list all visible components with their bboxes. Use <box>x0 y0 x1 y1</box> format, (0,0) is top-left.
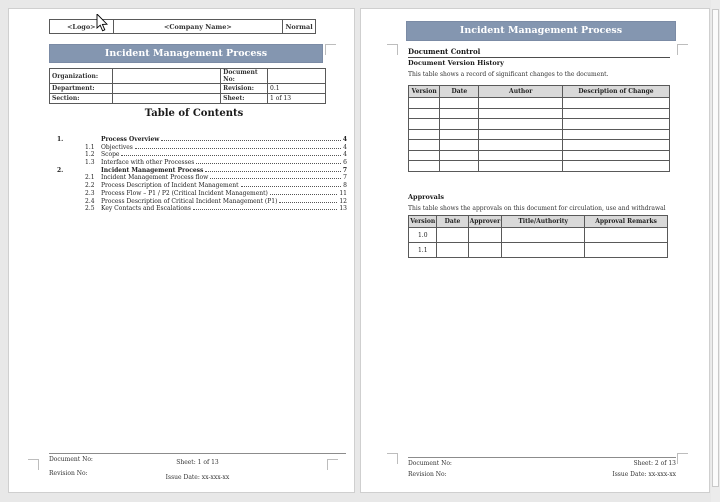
logo-company-header-table <box>49 19 316 34</box>
toc-entry[interactable] <box>49 151 347 159</box>
toc-entry-label: Process Description of Incident Management <box>101 182 239 190</box>
footer-issue-date: Issue Date: xx-xxx-xx <box>165 474 230 481</box>
toc-entry-label: Process Description of Critical Incident Management (P1) <box>101 197 278 205</box>
info-value[interactable] <box>113 94 221 104</box>
vertical-scrollbar-track[interactable] <box>711 0 720 502</box>
table-cell[interactable] <box>440 129 479 140</box>
table-cell[interactable] <box>562 150 669 161</box>
table-cell[interactable] <box>585 228 668 243</box>
section-title-document-control: Document Control <box>408 47 670 58</box>
toc-entry[interactable] <box>49 144 347 152</box>
footer-revision-no: Revision No: <box>408 471 447 478</box>
table-cell[interactable] <box>440 108 479 119</box>
table-cell[interactable] <box>562 129 669 140</box>
toc-entry-page-number: 7 <box>343 174 347 182</box>
text-boundary-mark <box>325 44 336 55</box>
toc-entry-page-number: 13 <box>339 205 347 213</box>
version-history-table[interactable] <box>408 85 670 172</box>
table-cell[interactable] <box>468 243 502 258</box>
table-row <box>409 129 670 140</box>
table-cell[interactable] <box>479 140 563 151</box>
table-row <box>409 243 668 258</box>
info-label: Sheet: <box>221 94 268 104</box>
column-header: Date <box>437 216 468 228</box>
table-cell[interactable] <box>562 98 669 109</box>
toc-leader-dots <box>161 136 340 141</box>
table-cell[interactable] <box>562 108 669 119</box>
version-history-table-head <box>409 86 670 98</box>
info-value[interactable] <box>113 69 221 84</box>
toc-entry-body <box>101 136 347 143</box>
toc-entry-number: 2.3 <box>85 189 95 197</box>
toc-entry-label: Key Contacts and Escalations <box>101 205 191 213</box>
toc-entry[interactable] <box>49 205 347 213</box>
table-cell[interactable] <box>409 140 440 151</box>
toc-entry-page-number: 11 <box>339 189 347 197</box>
table-cell[interactable] <box>440 98 479 109</box>
column-header: Approver <box>468 216 502 228</box>
info-value[interactable]: 1 of 13 <box>268 94 326 104</box>
column-header: Approval Remarks <box>585 216 668 228</box>
toc-entry-page-number: 8 <box>343 182 347 190</box>
toc-entry-body <box>101 159 347 166</box>
table-cell[interactable] <box>502 243 585 258</box>
table-cell[interactable] <box>409 108 440 119</box>
toc-entry[interactable] <box>49 198 347 206</box>
table-row <box>409 140 670 151</box>
table-row <box>409 161 670 172</box>
table-cell[interactable] <box>437 228 468 243</box>
toc-leader-dots <box>270 190 337 195</box>
document-page-1[interactable] <box>8 8 355 493</box>
toc-entry[interactable] <box>49 136 347 144</box>
toc-entry-label: Process Overview <box>101 136 160 143</box>
text-boundary-mark <box>327 459 338 470</box>
table-cell[interactable]: 1.1 <box>409 243 437 258</box>
footer-sheet: Sheet: 2 of 13 <box>633 460 676 467</box>
version-history-heading: Document Version History <box>408 59 504 67</box>
toc-leader-dots <box>205 167 340 172</box>
footer-document-no: Document No: <box>408 460 452 467</box>
vertical-scrollbar-thumb[interactable] <box>712 9 719 487</box>
table-row <box>409 108 670 119</box>
document-title-banner: Incident Management Process <box>406 21 676 41</box>
toc-entry-number: 1.2 <box>85 151 95 159</box>
info-value[interactable] <box>268 69 326 84</box>
toc-entry-page-number: 7 <box>342 166 347 174</box>
table-cell[interactable] <box>440 161 479 172</box>
text-boundary-mark <box>387 453 398 464</box>
approvals-table-head <box>409 216 668 228</box>
footer-document-no: Document No: <box>49 456 93 463</box>
toc-entry-label: Process Flow – P1 / P2 (Critical Incident Management) <box>101 189 268 197</box>
text-boundary-mark <box>677 453 688 464</box>
column-header: Version <box>409 216 437 228</box>
table-cell[interactable] <box>440 119 479 130</box>
toc-entry-number: 2. <box>57 166 64 174</box>
info-table-row <box>50 69 326 84</box>
table-cell[interactable]: 1.0 <box>409 228 437 243</box>
info-label: Organization: <box>50 69 113 84</box>
toc-entry-page-number: 4 <box>343 151 347 159</box>
toc-entry-number: 2.2 <box>85 182 95 190</box>
toc-entry-body <box>101 182 347 189</box>
column-header: Title/Authority <box>502 216 585 228</box>
toc-entry-body <box>101 167 347 174</box>
table-cell[interactable] <box>409 161 440 172</box>
table-cell[interactable] <box>409 129 440 140</box>
document-info-table <box>49 68 326 104</box>
info-label: Section: <box>50 94 113 104</box>
toc-entry-number: 2.4 <box>85 197 95 205</box>
table-cell[interactable] <box>479 161 563 172</box>
table-cell[interactable] <box>562 140 669 151</box>
toc-entry-number: 1.1 <box>85 143 95 151</box>
document-title-banner: Incident Management Process <box>49 44 323 63</box>
logo-placeholder: <Logo> <box>50 20 114 33</box>
toc-leader-dots <box>193 205 337 210</box>
footer-issue-date: Issue Date: xx-xxx-xx <box>612 471 676 478</box>
table-cell[interactable] <box>479 129 563 140</box>
table-cell[interactable] <box>437 243 468 258</box>
toc-entry-label: Incident Management Process <box>101 166 204 174</box>
toc-entry-number: 2.5 <box>85 205 95 213</box>
toc-entry-label: Interface with other Processes <box>101 159 195 167</box>
table-cell[interactable] <box>409 98 440 109</box>
table-row <box>409 98 670 109</box>
approvals-description: This table shows the approvals on this document for circulation, use and withdrawal <box>408 205 666 212</box>
table-row <box>409 228 668 243</box>
footer-divider <box>408 457 676 458</box>
toc-entry-number: 1. <box>57 136 64 143</box>
info-value[interactable] <box>113 84 221 94</box>
document-status-cell: Normal <box>285 22 313 31</box>
approvals-table-body <box>409 228 668 258</box>
table-row <box>409 150 670 161</box>
toc-entry-number: 1.3 <box>85 159 95 167</box>
toc-entry-body <box>101 174 347 181</box>
footer-sheet: Sheet: 1 of 13 <box>176 459 219 466</box>
toc-entry-label: Scope <box>101 151 120 159</box>
table-cell[interactable] <box>409 119 440 130</box>
toc-leader-dots <box>135 144 341 149</box>
toc-entry-page-number: 4 <box>343 143 347 151</box>
toc-entry-page-number: 12 <box>339 197 347 205</box>
toc-entry-label: Objectives <box>101 143 133 151</box>
toc-leader-dots <box>196 159 341 164</box>
toc-entry-body <box>101 151 347 158</box>
table-cell[interactable] <box>440 150 479 161</box>
table-cell[interactable] <box>585 243 668 258</box>
toc-entry[interactable] <box>49 167 347 175</box>
column-header: Author <box>479 86 563 98</box>
info-value[interactable]: 0.1 <box>268 84 326 94</box>
approvals-table[interactable] <box>408 215 668 258</box>
toc-entry-body <box>101 198 347 205</box>
toc-entry-body <box>101 190 347 197</box>
version-history-description: This table shows a record of significant changes to the document. <box>408 71 609 78</box>
toc-entry[interactable] <box>49 190 347 198</box>
footer-divider <box>49 453 346 454</box>
approvals-heading: Approvals <box>408 193 445 201</box>
version-history-table-body <box>409 98 670 172</box>
toc-entry-page-number: 4 <box>342 136 347 143</box>
mouse-cursor-icon <box>96 14 108 32</box>
toc-list <box>49 136 347 213</box>
toc-leader-dots <box>121 151 341 156</box>
table-cell[interactable] <box>468 228 502 243</box>
toc-entry-label: Incident Management Process flow <box>101 174 209 182</box>
table-cell[interactable] <box>479 108 563 119</box>
toc-entry[interactable] <box>49 174 347 182</box>
column-header: Date <box>440 86 479 98</box>
table-cell[interactable] <box>440 140 479 151</box>
company-name-placeholder: <Company Name> <box>114 20 284 33</box>
text-boundary-mark <box>28 459 39 470</box>
info-label: Department: <box>50 84 113 94</box>
toc-entry[interactable] <box>49 159 347 167</box>
table-row <box>409 119 670 130</box>
table-cell[interactable] <box>479 150 563 161</box>
info-label: Revision: <box>221 84 268 94</box>
toc-leader-dots <box>210 174 341 179</box>
toc-entry[interactable] <box>49 182 347 190</box>
table-cell[interactable] <box>479 119 563 130</box>
document-info-table-body <box>50 69 326 104</box>
table-cell[interactable] <box>562 161 669 172</box>
toc-leader-dots <box>241 182 342 187</box>
column-header: Description of Change <box>562 86 669 98</box>
table-cell[interactable] <box>479 98 563 109</box>
footer-revision-no: Revision No: <box>49 470 88 477</box>
info-table-row <box>50 94 326 104</box>
table-cell[interactable] <box>562 119 669 130</box>
toc-entry-number: 2.1 <box>85 174 95 182</box>
info-label: Document No: <box>221 69 268 84</box>
text-boundary-mark <box>677 44 688 55</box>
toc-leader-dots <box>279 198 337 203</box>
text-boundary-mark <box>387 44 398 55</box>
toc-title: Table of Contents <box>144 108 244 119</box>
toc-entry-page-number: 6 <box>343 159 347 167</box>
toc-entry-body <box>101 205 347 212</box>
table-cell[interactable] <box>502 228 585 243</box>
toc-entry-body <box>101 144 347 151</box>
table-cell[interactable] <box>409 150 440 161</box>
column-header: Version <box>409 86 440 98</box>
document-page-2[interactable] <box>360 8 710 493</box>
info-table-row <box>50 84 326 94</box>
